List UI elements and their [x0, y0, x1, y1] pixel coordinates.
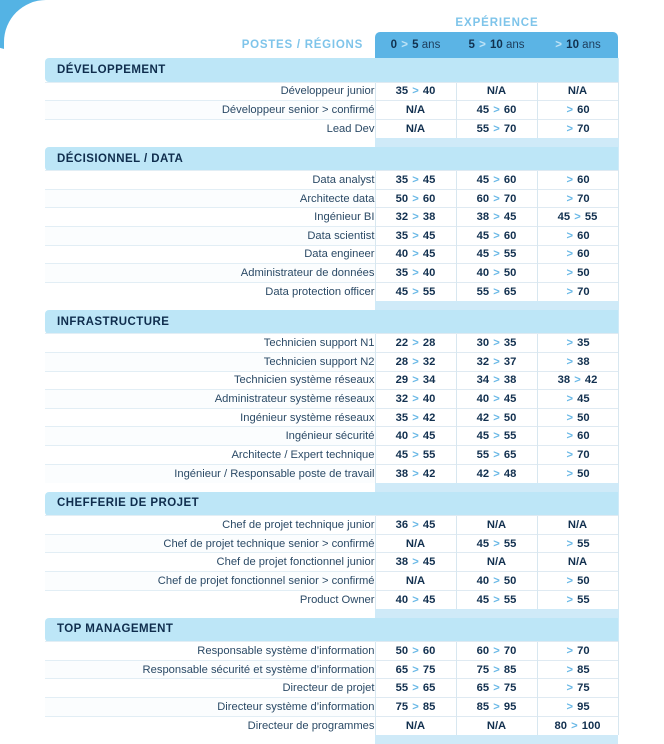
- section-title: INFRASTRUCTURE: [45, 310, 618, 334]
- column-header-exp-5-10[interactable]: 5 > 10 ans: [456, 32, 537, 58]
- job-title-cell: Lead Dev: [45, 119, 375, 138]
- salary-cell: > 60: [537, 427, 618, 446]
- salary-cell: > 55: [537, 590, 618, 609]
- salary-cell: 55 > 65: [375, 679, 456, 698]
- salary-cell: > 70: [537, 189, 618, 208]
- row-left-pad: [0, 208, 45, 227]
- job-title-cell: Technicien support N2: [45, 353, 375, 372]
- job-title-cell: Administrateur de données: [45, 264, 375, 283]
- salary-cell: 34 > 38: [456, 371, 537, 390]
- section-header-row: [0, 58, 664, 82]
- row-right-pad: [618, 119, 664, 138]
- salary-cell: 40 > 45: [375, 245, 456, 264]
- job-title-cell: Développeur senior > confirmé: [45, 101, 375, 120]
- salary-cell: 42 > 50: [456, 408, 537, 427]
- salary-cell: 40 > 45: [375, 427, 456, 446]
- job-title-cell: Architecte data: [45, 189, 375, 208]
- salary-cell: 55 > 65: [456, 446, 537, 465]
- salary-cell: N/A: [537, 553, 618, 572]
- salary-cell: > 50: [537, 264, 618, 283]
- table-row[interactable]: [0, 353, 664, 372]
- table-row[interactable]: [0, 464, 664, 483]
- job-title-cell: Product Owner: [45, 590, 375, 609]
- salary-cell: 35 > 40: [375, 82, 456, 101]
- salary-cell: 40 > 50: [456, 571, 537, 590]
- section-left-pad: [0, 618, 45, 642]
- table-row[interactable]: [0, 189, 664, 208]
- salary-cell: 80 > 100: [537, 716, 618, 735]
- salary-cell: > 60: [537, 227, 618, 246]
- table-row[interactable]: [0, 245, 664, 264]
- salary-cell: 45 > 55: [456, 427, 537, 446]
- table-row[interactable]: [0, 227, 664, 246]
- row-left-pad: [0, 390, 45, 409]
- salary-cell: 50 > 60: [375, 642, 456, 661]
- row-right-pad: [618, 642, 664, 661]
- table-row[interactable]: [0, 446, 664, 465]
- row-left-pad: [0, 534, 45, 553]
- salary-cell: 35 > 40: [375, 264, 456, 283]
- salary-cell: > 70: [537, 446, 618, 465]
- salary-cell: 38 > 42: [537, 371, 618, 390]
- salary-cell: 40 > 45: [456, 390, 537, 409]
- section-spacer: [0, 609, 664, 618]
- salary-cell: 45 > 60: [456, 227, 537, 246]
- salary-cell: N/A: [456, 516, 537, 535]
- row-right-pad: [618, 697, 664, 716]
- row-left-pad: [0, 119, 45, 138]
- salary-cell: 55 > 70: [456, 119, 537, 138]
- section-left-pad: [0, 310, 45, 334]
- salary-cell: 45 > 60: [456, 101, 537, 120]
- row-left-pad: [0, 571, 45, 590]
- section-right-pad: [618, 492, 664, 516]
- row-left-pad: [0, 282, 45, 301]
- section-title: DÉVELOPPEMENT: [45, 58, 618, 82]
- table-row[interactable]: [0, 101, 664, 120]
- row-left-pad: [0, 660, 45, 679]
- salary-cell: 60 > 70: [456, 642, 537, 661]
- table-row[interactable]: [0, 408, 664, 427]
- salary-cell: N/A: [456, 82, 537, 101]
- salary-cell: 55 > 65: [456, 282, 537, 301]
- row-left-pad: [0, 371, 45, 390]
- section-header-row: [0, 147, 664, 171]
- table-row[interactable]: [0, 679, 664, 698]
- header-row: [0, 32, 664, 58]
- section-right-pad: [618, 58, 664, 82]
- salary-cell: 35 > 42: [375, 408, 456, 427]
- salary-cell: 65 > 75: [456, 679, 537, 698]
- row-right-pad: [618, 464, 664, 483]
- row-right-pad: [618, 245, 664, 264]
- table-row[interactable]: [0, 264, 664, 283]
- job-title-cell: Ingénieur sécurité: [45, 427, 375, 446]
- salary-cell: > 60: [537, 101, 618, 120]
- row-right-pad: [618, 534, 664, 553]
- row-right-pad: [618, 171, 664, 190]
- job-title-cell: Data protection officer: [45, 282, 375, 301]
- row-right-pad: [618, 101, 664, 120]
- table-row[interactable]: [0, 642, 664, 661]
- salary-cell: > 50: [537, 408, 618, 427]
- header-left-pad: [0, 32, 45, 58]
- row-left-pad: [0, 464, 45, 483]
- job-title-cell: Ingénieur BI: [45, 208, 375, 227]
- table-row[interactable]: [0, 82, 664, 101]
- salary-cell: N/A: [375, 101, 456, 120]
- salary-cell: N/A: [375, 571, 456, 590]
- salary-cell: 28 > 32: [375, 353, 456, 372]
- row-right-pad: [618, 82, 664, 101]
- section-spacer: [0, 138, 664, 147]
- row-right-pad: [618, 516, 664, 535]
- row-right-pad: [618, 590, 664, 609]
- section-right-pad: [618, 618, 664, 642]
- table-body: [0, 58, 664, 744]
- row-left-pad: [0, 334, 45, 353]
- row-right-pad: [618, 189, 664, 208]
- job-title-cell: Chef de projet fonctionnel junior: [45, 553, 375, 572]
- salary-cell: N/A: [456, 553, 537, 572]
- salary-cell: > 50: [537, 571, 618, 590]
- row-right-pad: [618, 390, 664, 409]
- column-header-exp-0-5[interactable]: 0 > 5 ans: [375, 32, 456, 58]
- table-row[interactable]: [0, 590, 664, 609]
- salary-cell: > 35: [537, 334, 618, 353]
- row-left-pad: [0, 101, 45, 120]
- section-title: CHEFFERIE DE PROJET: [45, 492, 618, 516]
- table-row[interactable]: [0, 390, 664, 409]
- job-title-cell: Directeur de projet: [45, 679, 375, 698]
- salary-cell: N/A: [537, 516, 618, 535]
- salary-cell: N/A: [375, 119, 456, 138]
- salary-cell: 75 > 85: [456, 660, 537, 679]
- table-row[interactable]: [0, 371, 664, 390]
- row-left-pad: [0, 679, 45, 698]
- salary-cell: 32 > 38: [375, 208, 456, 227]
- salary-cell: > 50: [537, 464, 618, 483]
- salary-cell: 45 > 55: [375, 282, 456, 301]
- row-left-pad: [0, 82, 45, 101]
- salary-cell: 45 > 55: [456, 590, 537, 609]
- job-title-cell: Directeur de programmes: [45, 716, 375, 735]
- salary-cell: 38 > 42: [375, 464, 456, 483]
- salary-cell: N/A: [375, 534, 456, 553]
- row-left-pad: [0, 245, 45, 264]
- salary-cell: > 45: [537, 390, 618, 409]
- row-left-pad: [0, 408, 45, 427]
- salary-table: [0, 32, 664, 744]
- row-right-pad: [618, 716, 664, 735]
- salary-cell: 45 > 60: [456, 171, 537, 190]
- salary-cell: 45 > 55: [456, 245, 537, 264]
- salary-cell: > 38: [537, 353, 618, 372]
- section-header-row: [0, 310, 664, 334]
- section-left-pad: [0, 58, 45, 82]
- table-row[interactable]: [0, 516, 664, 535]
- salary-cell: N/A: [537, 82, 618, 101]
- salary-cell: 40 > 45: [375, 590, 456, 609]
- experience-title: EXPÉRIENCE: [455, 17, 539, 29]
- table-bottom-spacer: [0, 735, 664, 744]
- row-left-pad: [0, 427, 45, 446]
- table-row[interactable]: [0, 553, 664, 572]
- job-title-cell: Responsable système d’information: [45, 642, 375, 661]
- table-row[interactable]: [0, 119, 664, 138]
- table-row[interactable]: [0, 534, 664, 553]
- row-right-pad: [618, 208, 664, 227]
- row-left-pad: [0, 590, 45, 609]
- section-title: DÉCISIONNEL / DATA: [45, 147, 618, 171]
- section-title: TOP MANAGEMENT: [45, 618, 618, 642]
- row-right-pad: [618, 553, 664, 572]
- salary-cell: 45 > 55: [375, 446, 456, 465]
- salary-cell: > 55: [537, 534, 618, 553]
- row-right-pad: [618, 427, 664, 446]
- row-left-pad: [0, 189, 45, 208]
- salary-cell: 32 > 37: [456, 353, 537, 372]
- row-right-pad: [618, 408, 664, 427]
- section-left-pad: [0, 492, 45, 516]
- job-title-cell: Data scientist: [45, 227, 375, 246]
- row-left-pad: [0, 697, 45, 716]
- table-row[interactable]: [0, 571, 664, 590]
- row-left-pad: [0, 353, 45, 372]
- salary-cell: 38 > 45: [456, 208, 537, 227]
- row-right-pad: [618, 371, 664, 390]
- salary-cell: 45 > 55: [537, 208, 618, 227]
- salary-cell: 50 > 60: [375, 189, 456, 208]
- row-left-pad: [0, 446, 45, 465]
- section-right-pad: [618, 147, 664, 171]
- section-spacer: [0, 301, 664, 310]
- salary-cell: 30 > 35: [456, 334, 537, 353]
- row-left-pad: [0, 516, 45, 535]
- salary-cell: N/A: [375, 716, 456, 735]
- section-header-row: [0, 492, 664, 516]
- job-title-cell: Data analyst: [45, 171, 375, 190]
- job-title-cell: Technicien support N1: [45, 334, 375, 353]
- salary-cell: 35 > 45: [375, 227, 456, 246]
- row-left-pad: [0, 227, 45, 246]
- job-title-cell: Responsable sécurité et système d’information: [45, 660, 375, 679]
- salary-cell: 29 > 34: [375, 371, 456, 390]
- section-spacer: [0, 483, 664, 492]
- salary-cell: 38 > 45: [375, 553, 456, 572]
- salary-cell: > 85: [537, 660, 618, 679]
- salary-cell: 45 > 55: [456, 534, 537, 553]
- row-left-pad: [0, 171, 45, 190]
- table-row[interactable]: [0, 282, 664, 301]
- table-row[interactable]: [0, 697, 664, 716]
- row-right-pad: [618, 446, 664, 465]
- column-header-postes-regions: POSTES / RÉGIONS: [241, 39, 363, 51]
- salary-cell: 65 > 75: [375, 660, 456, 679]
- job-title-cell: Technicien système réseaux: [45, 371, 375, 390]
- row-left-pad: [0, 553, 45, 572]
- job-title-cell: Directeur système d’information: [45, 697, 375, 716]
- salary-cell: > 75: [537, 679, 618, 698]
- job-title-cell: Data engineer: [45, 245, 375, 264]
- table-row[interactable]: [0, 660, 664, 679]
- salary-cell: > 60: [537, 171, 618, 190]
- salary-cell: 75 > 85: [375, 697, 456, 716]
- row-left-pad: [0, 264, 45, 283]
- column-header-exp-10-plus[interactable]: > 10 ans: [537, 32, 618, 58]
- salary-cell: > 60: [537, 245, 618, 264]
- table-row[interactable]: [0, 334, 664, 353]
- row-left-pad: [0, 642, 45, 661]
- salary-cell: > 70: [537, 642, 618, 661]
- section-left-pad: [0, 147, 45, 171]
- row-right-pad: [618, 660, 664, 679]
- row-right-pad: [618, 679, 664, 698]
- salary-cell: > 95: [537, 697, 618, 716]
- job-title-cell: Chef de projet technique junior: [45, 516, 375, 535]
- section-header-row: [0, 618, 664, 642]
- row-right-pad: [618, 571, 664, 590]
- table-row[interactable]: [0, 716, 664, 735]
- salary-cell: > 70: [537, 119, 618, 138]
- job-title-cell: Administrateur système réseaux: [45, 390, 375, 409]
- job-title-cell: Ingénieur système réseaux: [45, 408, 375, 427]
- section-right-pad: [618, 310, 664, 334]
- job-title-cell: Architecte / Expert technique: [45, 446, 375, 465]
- row-right-pad: [618, 227, 664, 246]
- table-row[interactable]: [0, 427, 664, 446]
- job-title-cell: Chef de projet technique senior > confirmé: [45, 534, 375, 553]
- row-left-pad: [0, 716, 45, 735]
- row-right-pad: [618, 282, 664, 301]
- salary-cell: 35 > 45: [375, 171, 456, 190]
- salary-cell: 85 > 95: [456, 697, 537, 716]
- salary-cell: 32 > 40: [375, 390, 456, 409]
- table-row[interactable]: [0, 208, 664, 227]
- salary-cell: > 70: [537, 282, 618, 301]
- table-header: [0, 32, 664, 58]
- salary-cell: 60 > 70: [456, 189, 537, 208]
- job-title-cell: Chef de projet fonctionnel senior > confirmé: [45, 571, 375, 590]
- header-right-pad: [618, 32, 664, 58]
- salary-cell: 22 > 28: [375, 334, 456, 353]
- job-title-cell: Développeur junior: [45, 82, 375, 101]
- table-row[interactable]: [0, 171, 664, 190]
- row-right-pad: [618, 334, 664, 353]
- salary-cell: 36 > 45: [375, 516, 456, 535]
- salary-cell: 42 > 48: [456, 464, 537, 483]
- job-title-cell: Ingénieur / Responsable poste de travail: [45, 464, 375, 483]
- salary-cell: N/A: [456, 716, 537, 735]
- experience-title-row: [375, 13, 619, 31]
- row-right-pad: [618, 264, 664, 283]
- salary-cell: 40 > 50: [456, 264, 537, 283]
- row-right-pad: [618, 353, 664, 372]
